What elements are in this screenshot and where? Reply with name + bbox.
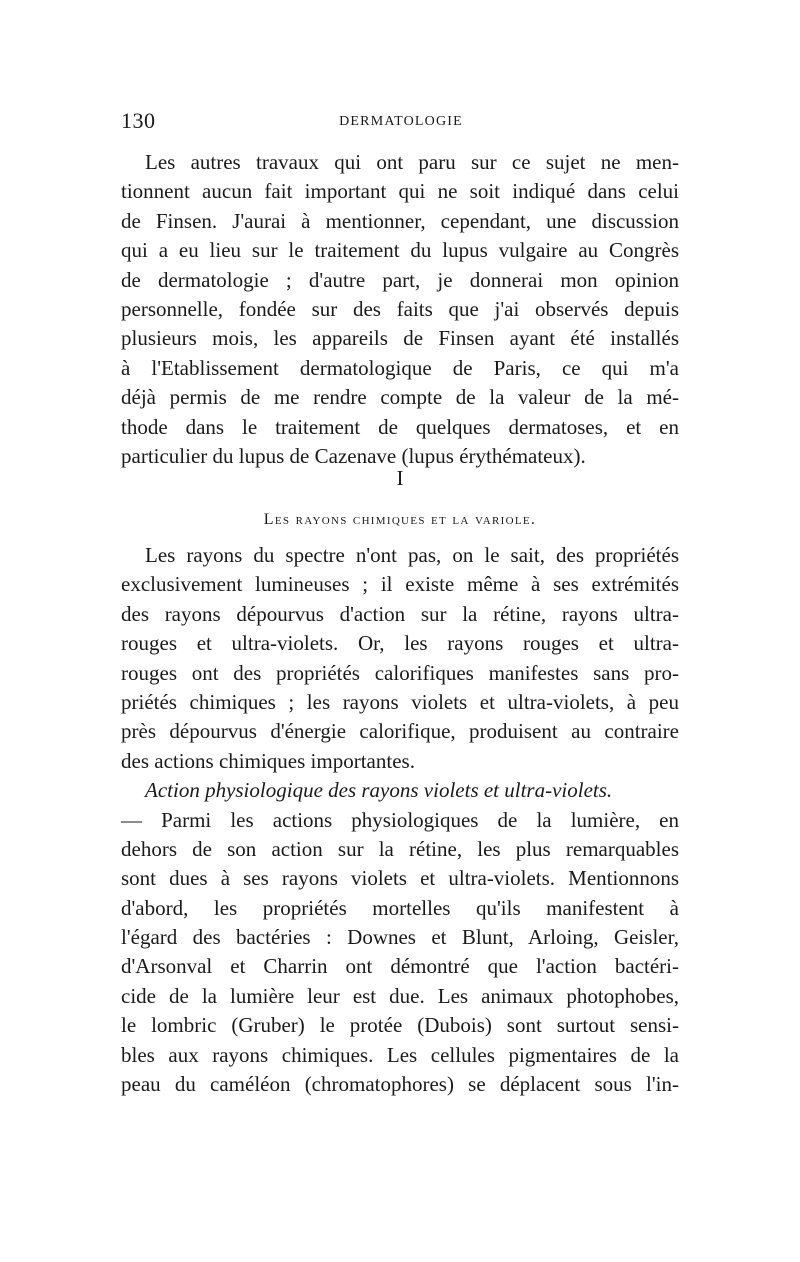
text-line: d'abord, les propriétés mortelles qu'ils manifestent à: [121, 895, 679, 920]
text-line: d'Arsonval et Charrin ont démontré que l'action bactéri-: [121, 954, 679, 979]
text-line: bles aux rayons chimiques. Les cellules pigmentaires de la: [121, 1042, 679, 1067]
text-line: des actions chimiques importantes.: [121, 748, 415, 773]
page-number: 130: [121, 108, 156, 133]
running-title: DERMATOLOGIE: [339, 114, 463, 129]
text-line: de Finsen. J'aurai à mentionner, cependant, une discussion: [121, 208, 679, 233]
text-line: cide de la lumière leur est due. Les animaux photophobes,: [121, 983, 679, 1008]
text-line: rouges et ultra-violets. Or, les rayons rouges et ultra-: [121, 631, 679, 656]
text-line: exclusivement lumineuses ; il existe même à ses extrémités: [121, 572, 679, 597]
text-line: plusieurs mois, les appareils de Finsen ayant été installés: [121, 326, 679, 351]
page-header: [121, 108, 681, 138]
section-title: Les rayons chimiques et la variole.: [263, 511, 537, 528]
text-line: peau du caméléon (chromatophores) se déplacent sous l'in-: [121, 1072, 679, 1097]
text-line: à l'Etablissement dermatologique de Paris, ce qui m'a: [121, 355, 679, 380]
text-line: — Parmi les actions physiologiques de la lumière, en: [121, 807, 679, 832]
subsection-heading: Action physiologique des rayons violets et ultra-violets.: [145, 778, 613, 803]
section-number: I: [396, 466, 404, 490]
text-line: particulier du lupus de Cazenave (lupus érythémateux).: [121, 443, 586, 468]
text-line: Les rayons du spectre n'ont pas, on le sait, des propriétés: [145, 543, 679, 567]
text-line: personnelle, fondée sur des faits que j'ai observés depuis: [121, 296, 679, 321]
text-line: de dermatologie ; d'autre part, je donnerai mon opinion: [121, 267, 679, 292]
text-line: qui a eu lieu sur le traitement du lupus vulgaire au Congrès: [121, 238, 679, 263]
text-line: dehors de son action sur la rétine, les plus remarquables: [121, 836, 679, 861]
text-line: le lombric (Gruber) le protée (Dubois) sont surtout sensi-: [121, 1013, 679, 1038]
paragraph-spectrum: [121, 541, 679, 1099]
text-line: déjà permis de me rendre compte de la valeur de la mé-: [121, 385, 679, 410]
text-line: Les autres travaux qui ont paru sur ce sujet ne men-: [145, 150, 679, 174]
text-line: des rayons dépourvus d'action sur la rétine, rayons ultra-: [121, 601, 679, 626]
text-line: sont dues à ses rayons violets et ultra-violets. Mentionnons: [121, 866, 679, 891]
paragraph-intro: [121, 148, 679, 471]
text-line: priétés chimiques ; les rayons violets et ultra-violets, à peu: [121, 689, 679, 714]
text-line: l'égard des bactéries : Downes et Blunt, Arloing, Geisler,: [121, 925, 679, 950]
text-line: thode dans le traitement de quelques dermatoses, et en: [121, 414, 679, 439]
text-line: rouges ont des propriétés calorifiques manifestes sans pro-: [121, 660, 679, 685]
text-line: tionnent aucun fait important qui ne soit indiqué dans celui: [121, 179, 679, 204]
text-line: près dépourvus d'énergie calorifique, produisent au contraire: [121, 719, 679, 744]
